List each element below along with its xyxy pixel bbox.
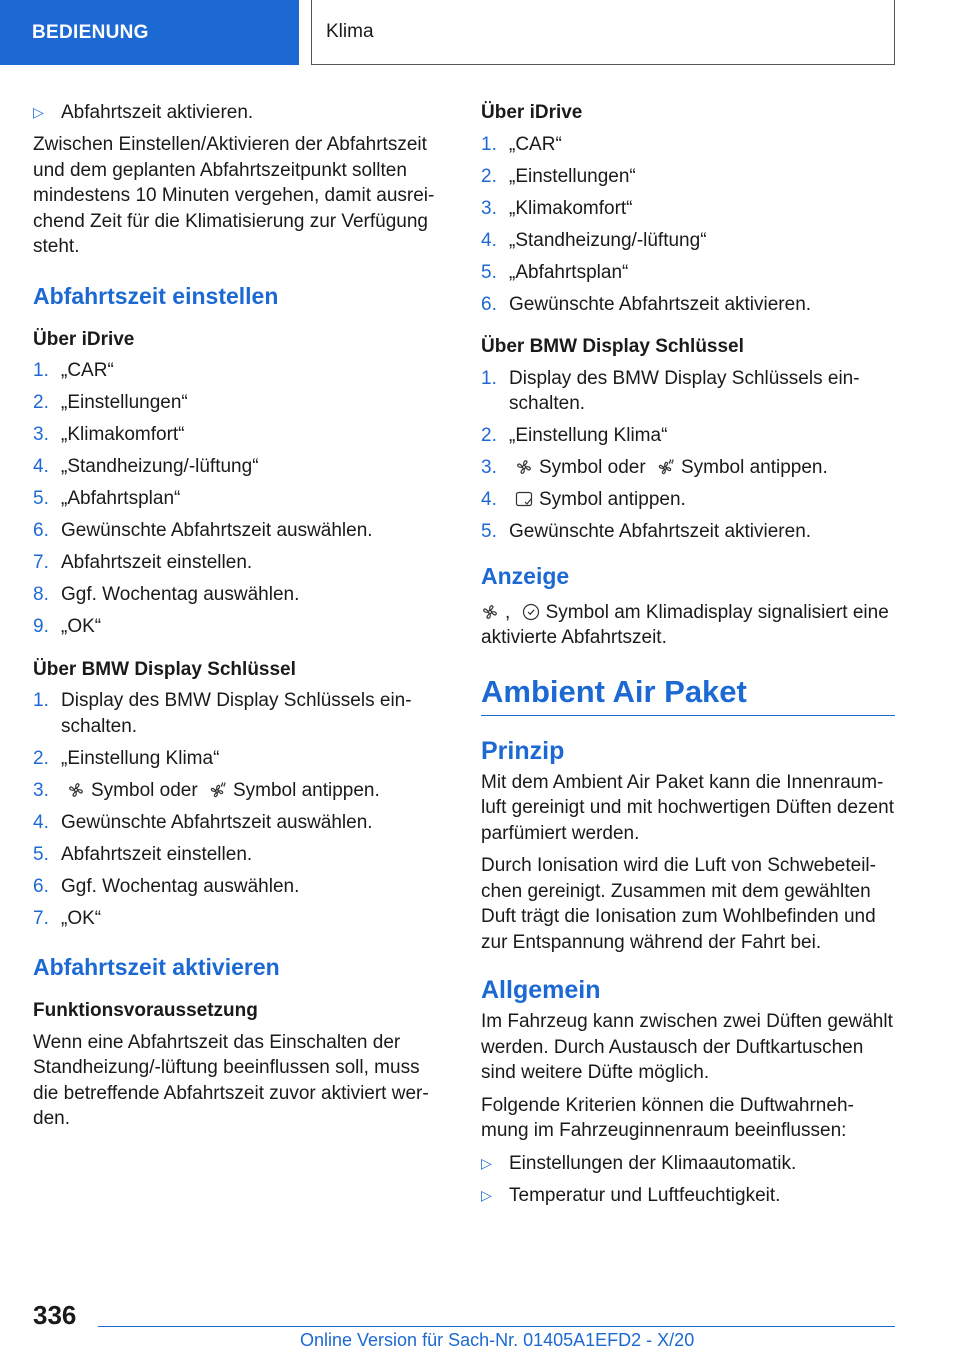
step-number: 4. [33, 456, 49, 477]
list-item [481, 196, 895, 222]
step-text: Ggf. Wochentag auswählen. [61, 875, 300, 897]
heading-abfahrtszeit-einstellen: Abfahrtszeit einstellen [33, 282, 279, 309]
step-text: „Einstellungen“ [509, 165, 636, 187]
step-text: „Abfahrtsplan“ [509, 261, 629, 283]
list-item [33, 842, 438, 868]
step-number: 4. [481, 489, 497, 510]
fan-icon [67, 781, 85, 799]
list-item-text: Temperatur und Luftfeuchtigkeit. [509, 1184, 781, 1206]
step-number: 3. [481, 197, 497, 219]
separator: , [505, 601, 511, 623]
list-item [33, 582, 438, 608]
step-number: 1. [33, 360, 49, 381]
list-item [481, 132, 895, 158]
step-text: Gewünschte Abfahrtszeit auswählen. [61, 520, 373, 541]
step-number: 6. [481, 293, 497, 315]
step-number: 5. [481, 521, 497, 542]
fan-heat-icon [657, 458, 675, 476]
step-text: Display des BMW Display Schlüssels einschalten. [509, 367, 860, 414]
section-tab: BEDIENUNG [0, 0, 299, 65]
step-text: „Einstellung Klima“ [61, 747, 220, 769]
step-number: 3. [481, 457, 497, 478]
step-number: 6. [33, 520, 49, 541]
criteria-list [481, 1151, 895, 1209]
step-text: „Einstellungen“ [61, 392, 188, 413]
step-number: 1. [481, 367, 497, 389]
list-item [33, 422, 438, 448]
list-item [481, 1183, 895, 1209]
list-item [33, 550, 438, 576]
list-item [33, 778, 438, 804]
fan-heat-icon [209, 781, 227, 799]
step-text-part: Symbol oder [91, 779, 198, 801]
list-item [33, 454, 438, 480]
paragraph [481, 600, 895, 651]
step-number: 8. [33, 584, 49, 605]
paragraph: Folgende Kriterien können die Duftwahrnehmung im Fahrzeuginnenraum beeinflussen: [481, 1094, 854, 1141]
paragraph: Mit dem Ambient Air Paket kann die Innenraumluft gereinigt und mit hochwertigen Düften dezent parfümiert werden. [481, 771, 894, 844]
list-item [33, 358, 438, 384]
heading-display-schluessel: Über BMW Display Schlüssel [33, 658, 296, 680]
step-number: 4. [33, 811, 49, 833]
step-text: Abfahrtszeit einstellen. [61, 552, 253, 573]
step-text: Gewünschte Abfahrtszeit aktivieren. [509, 521, 812, 542]
step-number: 2. [33, 747, 49, 769]
idrive-steps [33, 358, 438, 640]
idrive-steps [481, 132, 895, 318]
step-text: „Abfahrtsplan“ [61, 488, 181, 509]
triangle-bullet-icon: ▷ [481, 1154, 492, 1171]
heading-display-schluessel: Über BMW Display Schlüssel [481, 336, 744, 357]
step-number: 5. [33, 843, 49, 865]
heading-funktionsvoraussetzung: Funktionsvoraussetzung [33, 1000, 258, 1021]
step-text: „Standheizung/-lüftung“ [509, 229, 707, 251]
list-item [481, 455, 895, 481]
left-column [33, 100, 438, 1139]
list-item [481, 260, 895, 286]
triangle-bullet-icon: ▷ [481, 1186, 492, 1203]
paragraph: Zwischen Einstellen/Aktivieren der Abfahrtszeit und dem geplanten Abfahrtszeitpunkt sollten mindestens 10 Minuten vergehen, damit ausreichend Zeit für die Klimatisierung zur Verfügung steht. [33, 134, 435, 257]
list-item-text: Einstellungen der Klimaautomatik. [509, 1152, 797, 1174]
heading-anzeige: Anzeige [481, 562, 570, 589]
clock-icon [522, 603, 540, 621]
heading-ueber-idrive: Über iDrive [33, 328, 135, 350]
step-number: 3. [33, 424, 49, 445]
step-text-part: Symbol antippen. [232, 779, 380, 801]
list-item [33, 390, 438, 416]
step-number: 9. [33, 616, 49, 637]
list-item [33, 100, 438, 126]
heading-prinzip: Prinzip [481, 736, 565, 765]
step-number: 2. [33, 392, 49, 413]
step-text-part: Symbol oder [539, 457, 646, 478]
paragraph: Im Fahrzeug kann zwischen zwei Düften gewählt werden. Durch Austausch der Duftkartuschen sind weitere Düfte möglich. [481, 1011, 893, 1083]
step-number: 7. [33, 552, 49, 573]
list-item-text: Abfahrtszeit aktivieren. [61, 102, 254, 123]
step-text: „CAR“ [509, 133, 562, 155]
fan-icon [481, 603, 499, 621]
step-text [509, 487, 686, 513]
key-steps [481, 366, 895, 545]
right-column [481, 100, 895, 1225]
step-number: 7. [33, 907, 49, 929]
chapter-title [311, 0, 895, 65]
list-item [481, 292, 895, 318]
list-item [481, 487, 895, 513]
list-item [33, 906, 438, 932]
step-text: „Klimakomfort“ [61, 424, 185, 445]
step-number: 2. [481, 165, 497, 187]
step-text: Display des BMW Display Schlüssels einschalten. [61, 690, 412, 737]
step-number: 3. [33, 779, 49, 801]
heading-abfahrtszeit-aktivieren: Abfahrtszeit aktivieren [33, 954, 280, 980]
step-text: „Einstellung Klima“ [509, 425, 668, 446]
step-text: „CAR“ [61, 360, 114, 381]
step-text: „OK“ [61, 616, 102, 637]
heading-ambient-air-paket: Ambient Air Paket [481, 673, 895, 716]
step-text: „Klimakomfort“ [509, 197, 633, 219]
step-number: 6. [33, 875, 49, 897]
calendar-icon [515, 490, 533, 508]
list-item [33, 486, 438, 512]
chapter-title-text: Klima [326, 21, 374, 42]
step-text: Gewünschte Abfahrtszeit auswählen. [61, 811, 373, 833]
triangle-bullet-icon: ▷ [33, 104, 44, 120]
step-text: Ggf. Wochentag auswählen. [61, 584, 300, 605]
step-number: 5. [481, 261, 497, 283]
step-number: 2. [481, 425, 497, 446]
heading-allgemein: Allgemein [481, 976, 601, 1004]
step-number: 5. [33, 488, 49, 509]
list-item [481, 228, 895, 254]
heading-ueber-idrive: Über iDrive [481, 102, 583, 123]
list-item [33, 874, 438, 900]
paragraph: Durch Ionisation wird die Luft von Schwebeteilchen gereinigt. Zusammen mit dem gewählten Duft trägt die Ionisation zum Wohlbefinden und zur Entspannung während der Fahrt bei. [481, 855, 876, 953]
paragraph: Wenn eine Abfahrtszeit das Einschalten der Standheizung/-lüftung beeinflussen soll, muss die betreffende Abfahrtszeit zuvor aktiviert werden. [33, 1031, 429, 1129]
key-steps [33, 688, 438, 931]
list-item [33, 746, 438, 772]
list-item [481, 164, 895, 190]
step-text [61, 778, 380, 804]
list-item [481, 1151, 895, 1177]
step-text: Abfahrtszeit einstellen. [61, 843, 253, 865]
step-text-part: Symbol antippen. [680, 457, 828, 478]
step-text-part: Symbol antippen. [539, 489, 686, 510]
list-item [481, 519, 895, 545]
list-item [33, 810, 438, 836]
footer-divider [98, 1326, 895, 1327]
list-item [481, 423, 895, 449]
list-item [33, 518, 438, 544]
footer-online-version: Online Version für Sach-Nr. 01405A1EFD2 - X/20 [300, 1330, 695, 1350]
step-number: 1. [481, 133, 497, 155]
list-item [33, 688, 438, 739]
step-text: „OK“ [61, 907, 102, 929]
step-number: 4. [481, 229, 497, 251]
step-text: „Standheizung/-lüftung“ [61, 456, 259, 477]
list-item [481, 366, 895, 417]
step-number: 1. [33, 690, 49, 711]
list-item [33, 614, 438, 640]
anzeige-text: Symbol am Klimadisplay signalisiert eine aktivierte Abfahrtszeit. [481, 601, 889, 648]
step-text: Gewünschte Abfahrtszeit aktivieren. [509, 293, 812, 315]
page-number: 336 [33, 1300, 77, 1330]
step-text [509, 455, 828, 481]
fan-icon [515, 458, 533, 476]
